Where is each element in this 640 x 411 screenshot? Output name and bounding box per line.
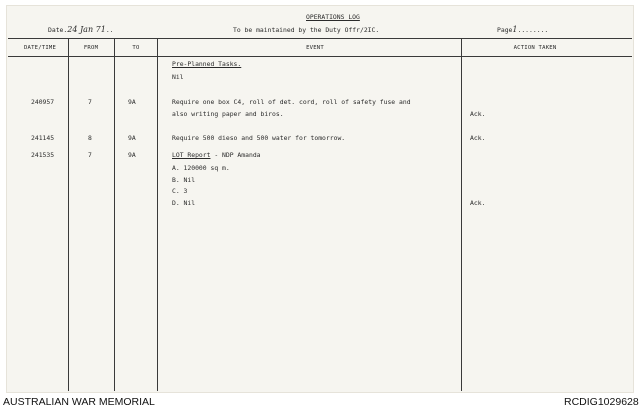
entry-to: 9A bbox=[128, 134, 136, 142]
column-header-datetime: DATE/TIME bbox=[23, 45, 57, 51]
table-top-rule bbox=[8, 38, 632, 39]
entry-event-line: Require one box C4, roll of det. cord, roll of safety fuse and bbox=[172, 98, 411, 106]
column-divider bbox=[157, 38, 158, 391]
entry-dtg: 240957 bbox=[31, 98, 55, 106]
footer-source: AUSTRALIAN WAR MEMORIAL bbox=[3, 396, 155, 408]
column-divider bbox=[68, 38, 69, 391]
column-divider bbox=[114, 38, 115, 391]
log-title: OPERATIONS LOG bbox=[306, 13, 360, 21]
footer-identifier: RCDIG1029628 bbox=[564, 396, 639, 408]
maintenance-instruction: To be maintained by the Duty Offr/2IC. bbox=[233, 26, 380, 34]
entry-event-line: A. 120000 sq m. bbox=[172, 164, 230, 172]
preplanned-value: Nil bbox=[172, 73, 184, 81]
lot-report-location: - NDP Amanda bbox=[214, 151, 261, 159]
entry-dtg: 241145 bbox=[31, 134, 55, 142]
entry-event-line: also writing paper and biros. bbox=[172, 110, 284, 118]
page-field: Page1........ bbox=[497, 25, 549, 34]
entry-from: 8 bbox=[88, 134, 92, 142]
entry-from: 7 bbox=[88, 98, 92, 106]
entry-event-heading bbox=[172, 151, 261, 159]
entry-from: 7 bbox=[88, 151, 92, 159]
entry-to: 9A bbox=[128, 151, 136, 159]
entry-event-line: Require 500 dieso and 500 water for tomorrow. bbox=[172, 134, 346, 142]
entry-event-line: D. Nil bbox=[172, 199, 196, 207]
date-value: 24 Jan 71 bbox=[67, 25, 106, 34]
entry-action: Ack. bbox=[470, 199, 486, 207]
column-divider bbox=[461, 38, 462, 391]
log-sheet bbox=[6, 5, 634, 393]
page-number: 1 bbox=[512, 25, 518, 34]
column-header-from: FROM bbox=[83, 45, 99, 51]
date-field: Date.24 Jan 71.. bbox=[48, 25, 114, 34]
entry-event-line: B. Nil bbox=[172, 176, 196, 184]
entry-dtg: 241535 bbox=[31, 151, 55, 159]
entry-event-line: C. 3 bbox=[172, 187, 188, 195]
preplanned-heading: Pre-Planned Tasks. bbox=[172, 60, 242, 68]
column-header-event: EVENT bbox=[306, 45, 324, 51]
column-header-action: ACTION TAKEN bbox=[513, 45, 557, 51]
column-header-to: TO bbox=[132, 45, 140, 51]
entry-action: Ack. bbox=[470, 110, 486, 118]
table-header-rule bbox=[8, 56, 632, 57]
entry-to: 9A bbox=[128, 98, 136, 106]
lot-report-label: LOT Report bbox=[172, 151, 211, 159]
entry-action: Ack. bbox=[470, 134, 486, 142]
